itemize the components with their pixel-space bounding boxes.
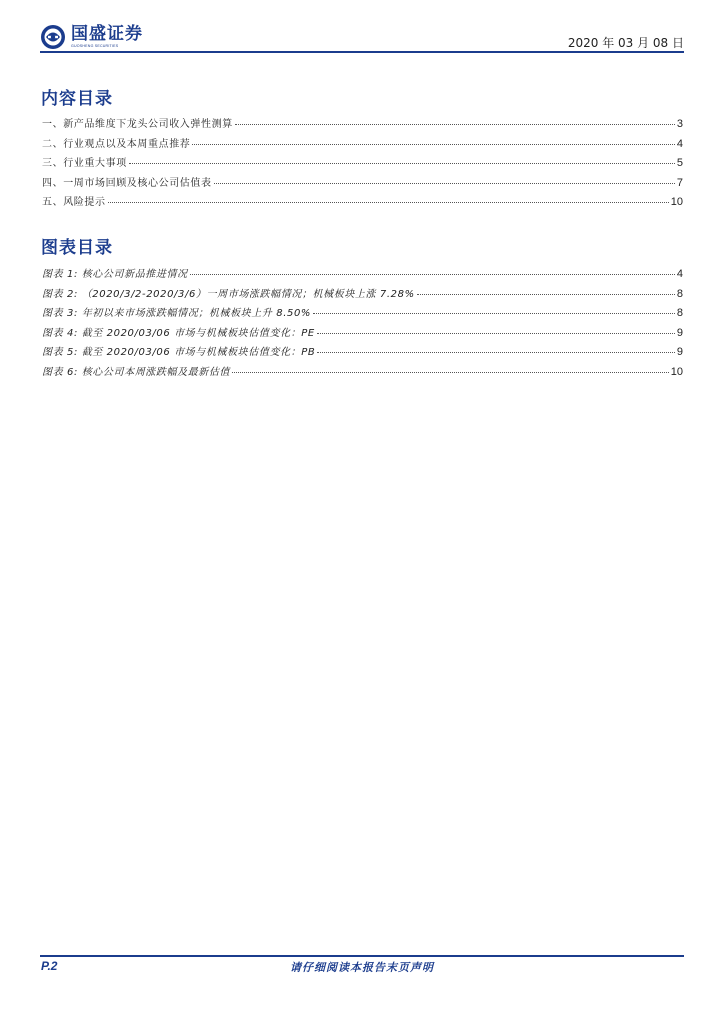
dot-leader: [129, 163, 675, 164]
footer-page-number: P.2: [41, 959, 58, 973]
dot-leader: [235, 124, 675, 125]
figure-item[interactable]: [42, 343, 683, 363]
brand-name-en: GUOSHENG SECURITIES: [71, 44, 119, 48]
dot-leader: [417, 294, 675, 295]
dot-leader: [232, 372, 669, 373]
footer-divider: [40, 955, 684, 957]
toc-item[interactable]: [42, 135, 683, 155]
figures-list: [42, 265, 683, 382]
toc-item-label: 四、一周市场回顾及核心公司估值表: [42, 177, 212, 189]
guosheng-logo-icon: [40, 24, 66, 50]
toc-item-page: 3: [676, 118, 683, 130]
brand-name-cn: 国盛证券: [71, 24, 143, 44]
toc-item[interactable]: [42, 154, 683, 174]
figure-item[interactable]: [42, 304, 683, 324]
toc-item-page: 4: [676, 137, 683, 150]
figure-item-label: 图表 1: 核心公司新品推进情况: [42, 269, 188, 280]
figures-title: 图表目录: [41, 238, 113, 258]
dot-leader: [190, 274, 675, 275]
figure-item-page: 10: [670, 365, 683, 378]
contents-list: [42, 115, 683, 213]
dot-leader: [192, 144, 674, 145]
figure-item-page: 9: [676, 326, 683, 339]
figure-item-page: 4: [676, 268, 683, 280]
toc-item[interactable]: [42, 174, 683, 194]
footer-disclaimer-note: 请仔细阅读本报告末页声明: [290, 961, 434, 974]
figure-item[interactable]: [42, 363, 683, 383]
figure-item-label: 图表 5: 截至 2020/03/06 市场与机械板块估值变化：PB: [42, 347, 316, 358]
figure-item-label: 图表 3: 年初以来市场涨跌幅情况；机械板块上升 8.50%: [42, 308, 312, 319]
toc-item-label: 三、行业重大事项: [42, 158, 127, 169]
figure-item-page: 8: [676, 307, 683, 319]
figure-item-label: 图表 2: （2020/3/2-2020/3/6）一周市场涨跌幅情况；机械板块上涨 7.28%: [42, 288, 415, 300]
figure-item-page: 8: [676, 287, 683, 300]
report-date: 2020 年 03 月 08 日: [567, 36, 684, 50]
dot-leader: [317, 333, 675, 334]
toc-item-page: 5: [676, 157, 683, 169]
figure-item-page: 9: [676, 346, 683, 358]
figure-item[interactable]: [42, 324, 683, 344]
toc-item-page: 7: [676, 176, 683, 189]
toc-item-label: 一、新产品维度下龙头公司收入弹性测算: [42, 119, 233, 130]
toc-item-label: 五、风险提示: [42, 197, 106, 208]
dot-leader: [108, 202, 669, 203]
brand-logo: [40, 22, 143, 52]
figure-item-label: 图表 6: 核心公司本周涨跌幅及最新估值: [42, 366, 231, 378]
header-divider: [40, 51, 684, 53]
dot-leader: [317, 352, 675, 353]
toc-item-label: 二、行业观点以及本周重点推荐: [42, 138, 191, 150]
contents-title: 内容目录: [41, 89, 113, 109]
figure-item-label: 图表 4: 截至 2020/03/06 市场与机械板块估值变化：PE: [42, 327, 315, 339]
dot-leader: [214, 183, 675, 184]
figure-item[interactable]: [42, 285, 683, 305]
toc-item[interactable]: [42, 193, 683, 213]
dot-leader: [313, 313, 675, 314]
toc-item[interactable]: [42, 115, 683, 135]
toc-item-page: 10: [670, 196, 683, 208]
figure-item[interactable]: [42, 265, 683, 285]
